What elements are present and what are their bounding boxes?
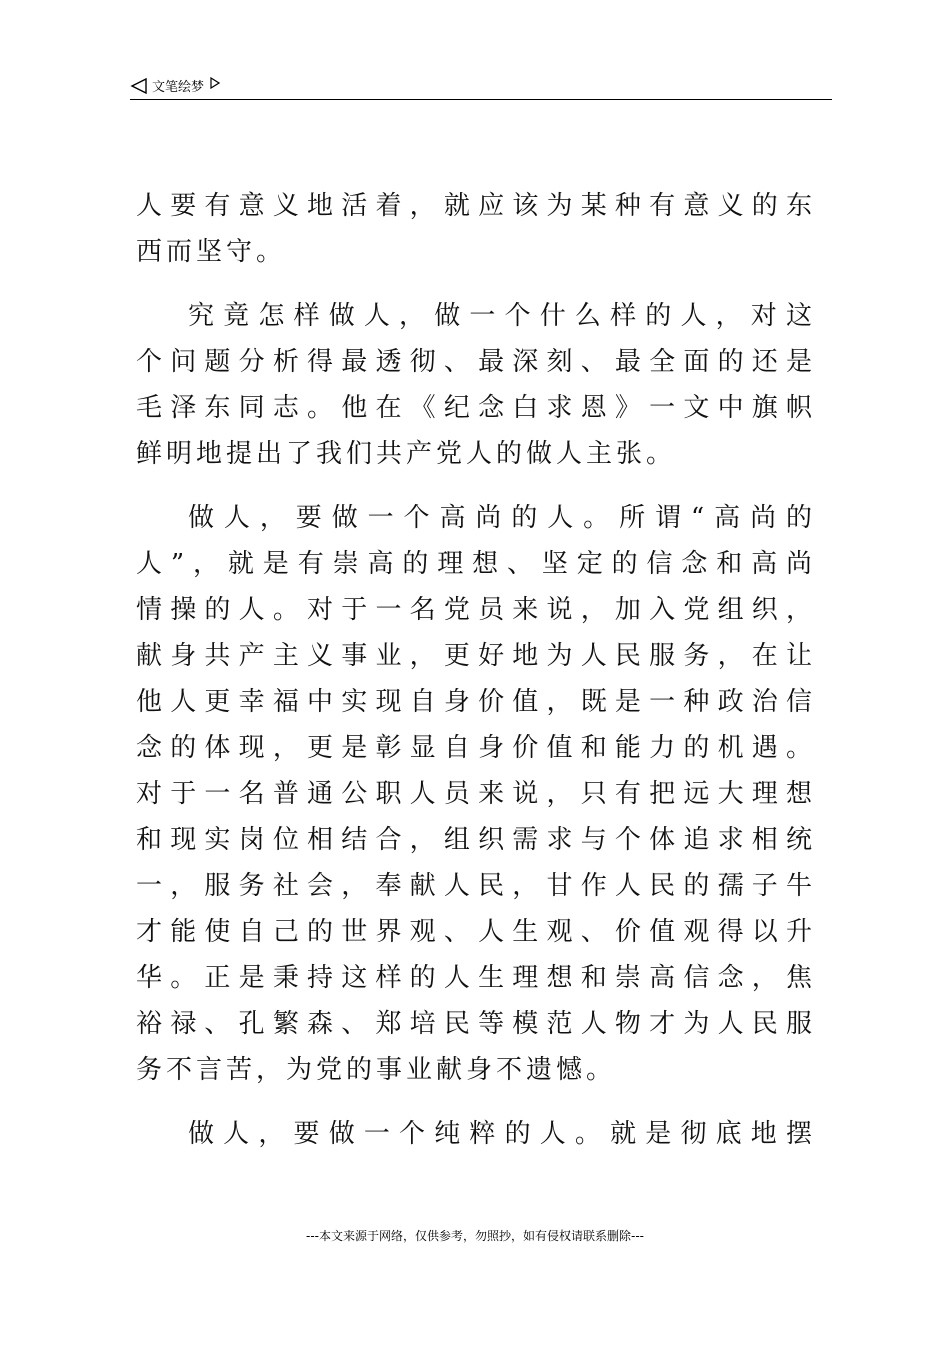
text-line: 究竟怎样做人，做一个什么样的人，对这 xyxy=(188,301,816,331)
text-line: 人要有意义地活着，就应该为某种有意义的东 xyxy=(136,191,816,221)
text-line: 才能使自己的世界观、人生观、价值观得以升 xyxy=(136,917,816,947)
brand-text: 文笔绘梦 xyxy=(152,80,205,95)
text-line: 一，服务社会，奉献人民，甘作人民的孺子牛 xyxy=(136,871,816,901)
text-line: 献身共产主义事业，更好地为人民服务，在让 xyxy=(136,641,816,671)
text-line: 和现实岗位相结合，组织需求与个体追求相统 xyxy=(136,825,816,855)
text-line: 西而坚守。 xyxy=(136,237,287,267)
header-brand xyxy=(130,76,220,95)
text-line: 对于一名普通公职人员来说，只有把远大理想 xyxy=(136,779,816,809)
text-line: 毛泽东同志。他在《纪念白求恩》一文中旗帜 xyxy=(136,393,816,423)
text-line: 个问题分析得最透彻、最深刻、最全面的还是 xyxy=(136,347,816,377)
page-footer: ---本文来源于网络，仅供参考，勿照抄，如有侵权请联系删除--- xyxy=(306,1229,644,1243)
paragraph xyxy=(136,293,816,477)
text-line: 务不言苦，为党的事业献身不遗憾。 xyxy=(136,1055,617,1085)
page-header xyxy=(130,74,832,100)
text-line: 华。正是秉持这样的人生理想和崇高信念，焦 xyxy=(136,963,816,993)
text-line: 做人，要做一个高尚的人。所谓“高尚的 xyxy=(188,503,816,533)
text-line: 鲜明地提出了我们共产党人的做人主张。 xyxy=(136,439,677,469)
paragraph xyxy=(136,183,816,275)
triangle-right-icon xyxy=(210,77,220,89)
text-line: 他人更幸福中实现自身价值，既是一种政治信 xyxy=(136,687,816,717)
paragraph xyxy=(136,1111,816,1157)
triangle-left-icon xyxy=(130,77,148,95)
text-line: 情操的人。对于一名党员来说，加入党组织， xyxy=(136,595,816,625)
text-line: 裕禄、孔繁森、郑培民等模范人物才为人民服 xyxy=(136,1009,816,1039)
text-line: 念的体现，更是彰显自身价值和能力的机遇。 xyxy=(136,733,816,763)
document-body xyxy=(136,183,816,1157)
text-line: 做人，要做一个纯粹的人。就是彻底地摆 xyxy=(188,1119,816,1149)
text-line: 人”，就是有崇高的理想、坚定的信念和高尚 xyxy=(136,549,816,579)
paragraph xyxy=(136,495,816,1093)
